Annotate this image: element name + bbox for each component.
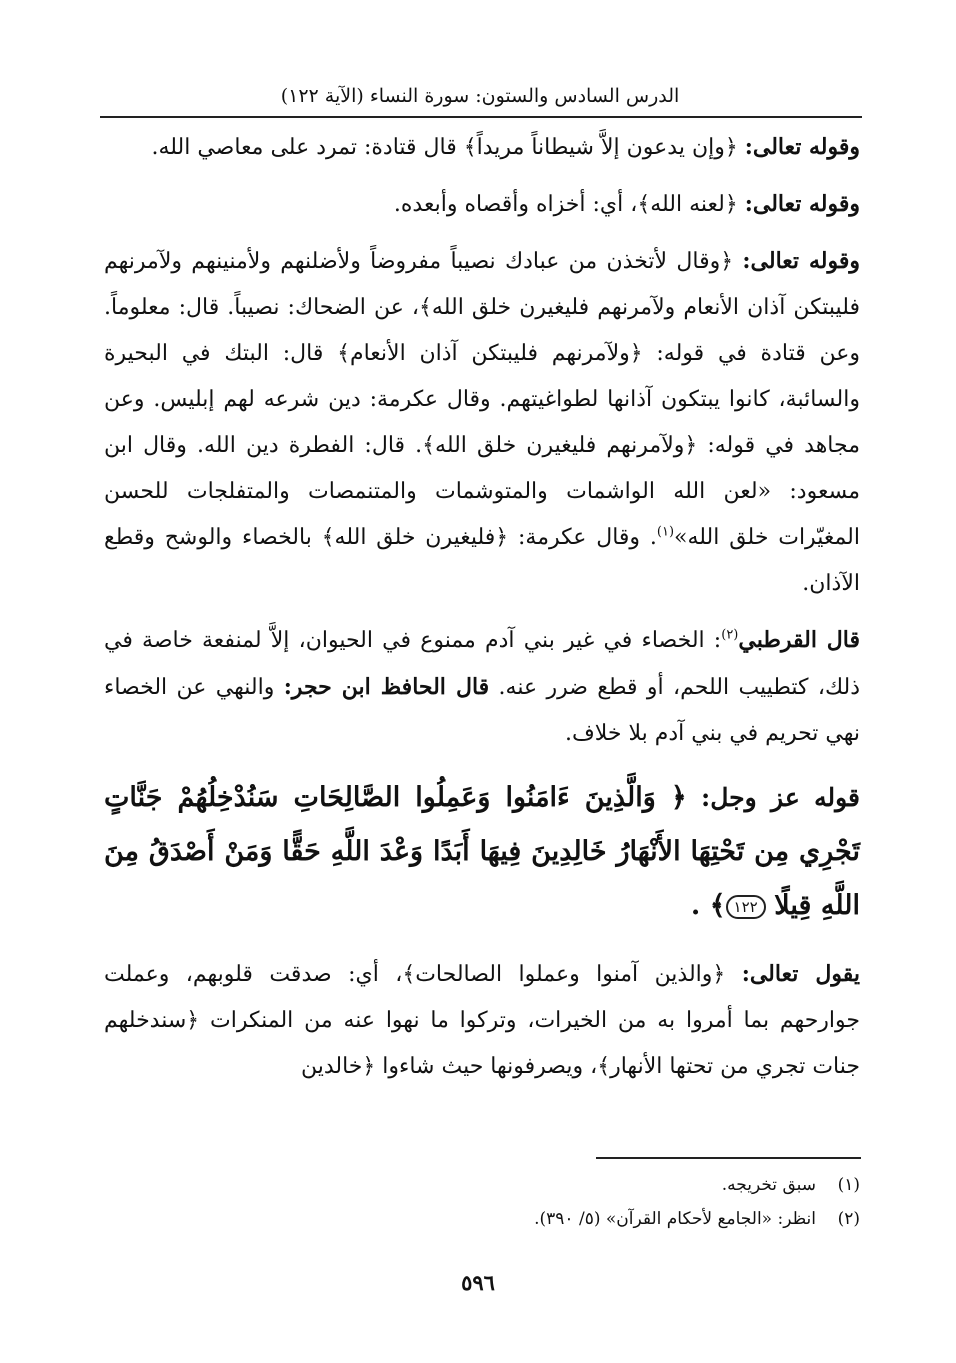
paragraph-lead: وقوله تعالى:: [744, 134, 860, 160]
verse-lead: قوله عز وجل:: [686, 783, 860, 812]
verse-text: ﴿ وَالَّذِينَ ءَامَنُوا وَعَمِلُوا الصَّالِحَاتِ سَنُدْخِلُهُمْ جَنَّاتٍ تَجْرِي مِن تَحْتِهَا الأَنْهَارُ خَالِدِينَ فِيهَا أَبَدًا وَعْدَ اللَّهِ حَقًّا وَمَنْ أَصْدَقُ مِنَ اللَّهِ قِيلًا: [104, 782, 860, 921]
paragraph-lead: قال القرطبي: [738, 627, 860, 653]
paragraph-text-cont: والنهي عن الخصاء نهي تحريم في بني آدم بلا خلاف.: [104, 675, 860, 746]
footnote-rule: [596, 1157, 861, 1159]
verse-number-badge: ١٢٢: [726, 895, 766, 919]
paragraph-4: [104, 617, 860, 757]
footnote-text: انظر: «الجامع لأحكام القرآن» (٥/ ٣٩٠).: [534, 1209, 816, 1229]
footnote-1: [104, 1168, 860, 1202]
paragraph-text: ﴿وقال لأتخذن من عبادك نصيباً مفروضاً ولأضلنهم ولأمنينهم ولآمرنهم فليبتكن آذان الأنعام ولآمرنهم فليغيرن خلق الله﴾، عن الضحاك: نصيباً. قال: معلوماً. وعن قتادة في قوله: ﴿ولآمرنهم فليبتكن آذان الأنعام﴾ قال: البتك في البحيرة والسائبة، كانوا يبتكون آذانها لطواغيتهم. وقال عكرمة: دين شرعه لهم إبليس. وعن مجاهد في قوله: ﴿ولآمرنهم فليغيرن خلق الله﴾. قال: الفطرة دين الله. وقال ابن مسعود: «لعن الله الواشمات والمتوشمات والمتنمصات والمتفلجات للحسن المغيّرات خلق الله»: [104, 249, 860, 550]
paragraph-5: [104, 951, 860, 1090]
quran-verse-block: [104, 771, 860, 933]
footnote-text: سبق تخريجه.: [721, 1175, 816, 1195]
paragraph-text: ﴿والذين آمنوا وعملوا الصالحات﴾، أي: صدقت قلوبهم، وعملت جوارحهم بما أمروا به من الخيرات، وتركوا ما نهوا عنه من المنكرات ﴿سندخلهم جنات تجري من تحتها الأنهار﴾، ويصرفونها حيث شاءوا ﴿خالدين: [104, 962, 860, 1079]
paragraph-text: ﴿وإن يدعون إلاَّ شيطاناً مريداً﴾ قال قتادة: تمرد على معاصي الله.: [151, 135, 745, 160]
verse-close: ﴾ .: [690, 890, 726, 921]
paragraph-lead: وقوله تعالى:: [742, 248, 860, 274]
footnote-ref: (١): [656, 524, 675, 540]
paragraph-2: [104, 181, 860, 228]
paragraph-text: ﴿لعنه الله﴾، أي: أخزاه وأقصاه وأبعده.: [393, 192, 745, 217]
paragraph-3: [104, 238, 860, 607]
footnotes: [104, 1168, 860, 1236]
paragraph-lead-2: قال الحافظ ابن حجر:: [283, 674, 490, 700]
footnote-number: (٢): [837, 1209, 860, 1229]
page-number: ٥٩٦: [461, 1270, 495, 1295]
running-header: الدرس السادس والستون: سورة النساء (الآية ١٢٢): [280, 85, 680, 107]
paragraph-1: [104, 124, 860, 171]
page-body: [104, 124, 860, 1100]
paragraph-lead: يقول تعالى:: [741, 961, 860, 987]
footnote-2: [104, 1202, 860, 1236]
paragraph-text-cont: . وقال عكرمة: ﴿فليغيرن خلق الله﴾ بالخصاء والوشح وقطع الآذان.: [104, 525, 860, 596]
paragraph-text: : الخصاء في غير بني آدم ممنوع في الحيوان، إلاَّ لمنفعة خاصة في ذلك، كتطييب اللحم، أو قطع ضرر عنه.: [104, 628, 860, 700]
paragraph-lead: وقوله تعالى:: [744, 191, 860, 217]
footnote-number: (١): [837, 1175, 860, 1195]
footnote-ref: (٢): [721, 627, 739, 643]
header-rule: [100, 116, 862, 118]
